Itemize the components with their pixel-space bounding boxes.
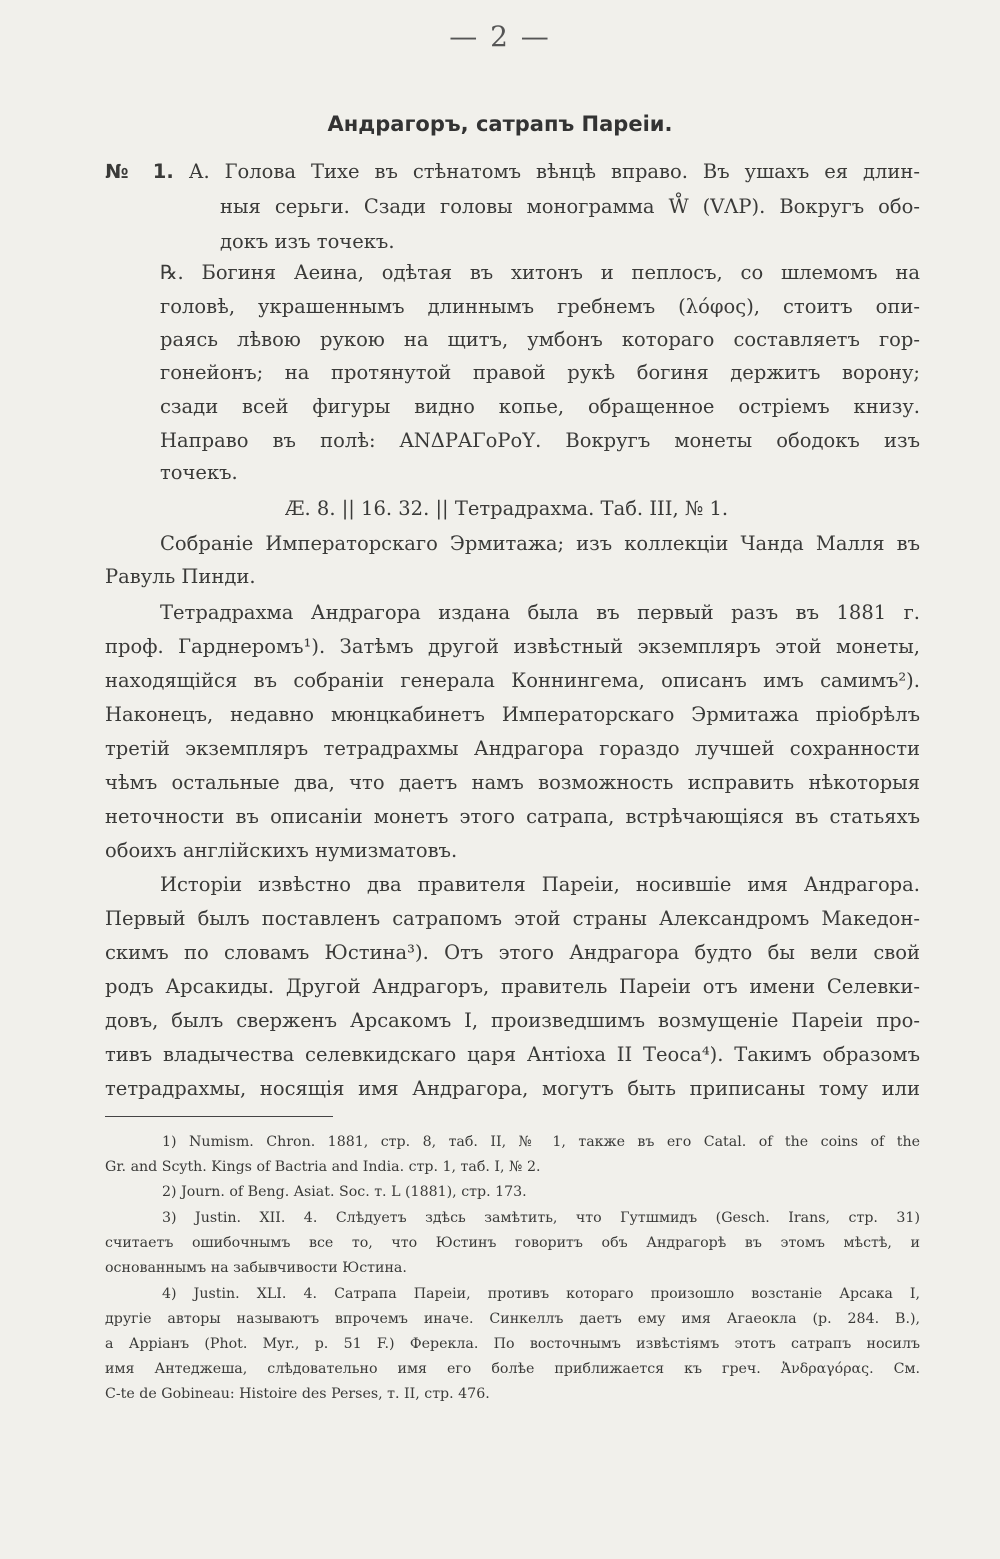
paragraph-line: Первый былъ поставленъ сатрапомъ этой страны Александромъ Македон-	[105, 907, 920, 930]
footnote-line: 4) Justin. XLI. 4. Сатрапа Пареіи, противъ котораго произошло возстаніе Арсака I,	[162, 1286, 920, 1302]
reverse-line: Направо въ полѣ: ΑΝΔΡΑΓοΡοΥ. Вокругъ монеты ободокъ изъ	[160, 429, 920, 452]
paragraph-line: Исторіи извѣстно два правителя Пареіи, носившіе имя Андрагора.	[160, 873, 920, 896]
paragraph-line: находящійся въ собраніи генерала Коннингема, описанъ имъ самимъ²).	[105, 669, 920, 692]
reverse-line: сзади всей фигуры видно копье, обращенное остріемъ книзу.	[160, 395, 920, 418]
paragraph-line: чѣмъ остальные два, что даетъ намъ возможность исправить нѣкоторыя	[105, 771, 920, 794]
footnote-line: Gr. and Scyth. Kings of Bactria and India. стр. 1, таб. I, № 2.	[105, 1159, 541, 1175]
reverse-line: головѣ, украшеннымъ длиннымъ гребнемъ (λόφος), стоитъ опи-	[160, 295, 920, 318]
footnote-separator	[105, 1116, 333, 1117]
paragraph-line: обоихъ англійскихъ нумизматовъ.	[105, 839, 458, 862]
paragraph-line: Собраніе Императорскаго Эрмитажа; изъ коллекціи Чанда Малля въ	[160, 532, 920, 555]
footnote-line: 2) Journ. of Beng. Asiat. Soc. т. L (1881), стр. 173.	[162, 1184, 527, 1200]
paragraph-line: проф. Гарднеромъ¹). Затѣмъ другой извѣстный экземпляръ этой монеты,	[105, 635, 920, 658]
footnote-line: основаннымъ на забывчивости Юстина.	[105, 1260, 407, 1276]
paragraph-line: третій экземпляръ тетрадрахмы Андрагора гораздо лучшей сохранности	[105, 737, 920, 760]
footnote-line: другіе авторы называютъ впрочемъ иначе. Синкеллъ даетъ ему имя Агаеокла (p. 284. B.),	[105, 1311, 920, 1327]
footnote-line: 1) Numism. Chron. 1881, стр. 8, таб. II, № 1, также въ его Catal. of the coins of the	[162, 1134, 920, 1150]
entry-line: № 1. А. Голова Тихе въ стѣнатомъ вѣнцѣ вправо. Въ ушахъ ея длин-	[105, 160, 920, 183]
section-title: Андрагоръ, сатрапъ Пареіи.	[327, 112, 673, 136]
paragraph-line: Тетрадрахма Андрагора издана была въ первый разъ въ 1881 г.	[160, 601, 920, 624]
reverse-line: точекъ.	[160, 461, 238, 484]
reverse-line: ℞. Богиня Аеина, одѣтая въ хитонъ и пеплосъ, со шлемомъ на	[160, 261, 920, 284]
obverse-line: ныя серьги. Сзади головы монограмма W̊ (VΛP). Вокругъ обо-	[220, 195, 920, 218]
paragraph-line: Равуль Пинди.	[105, 565, 256, 588]
reverse-line: раясь лѣвою рукою на щитъ, умбонъ котораго составляетъ гор-	[160, 328, 920, 351]
footnote-line: а Арріанъ (Phot. Myr., p. 51 F.) Ферекла. По восточнымъ извѣстіямъ этотъ сатрапъ носилъ	[105, 1336, 920, 1352]
footnote-line: считаетъ ошибочнымъ все то, что Юстинъ говоритъ объ Андрагорѣ въ этомъ мѣстѣ, и	[105, 1235, 920, 1251]
obverse-line: докъ изъ точекъ.	[220, 230, 395, 253]
paragraph-line: родъ Арсакиды. Другой Андрагоръ, правитель Пареіи отъ имени Селевки-	[105, 975, 920, 998]
page-number: — 2 —	[449, 20, 551, 53]
paragraph-line: тетрадрахмы, носящія имя Андрагора, могутъ быть приписаны тому или	[105, 1077, 920, 1100]
coin-metrics: Æ. 8. || 16. 32. || Тетрадрахма. Таб. III, № 1.	[285, 497, 729, 520]
footnote-line: 3) Justin. XII. 4. Слѣдуетъ здѣсь замѣтить, что Гутшмидъ (Gesch. Irans, стр. 31)	[162, 1210, 920, 1226]
reverse-line: гонейонъ; на протянутой правой рукѣ богиня держитъ ворону;	[160, 361, 920, 384]
paragraph-line: довъ, былъ сверженъ Арсакомъ I, произведшимъ возмущеніе Пареіи про-	[105, 1009, 920, 1032]
paragraph-line: тивъ владычества селевкидскаго царя Антіоха II Теоса⁴). Такимъ образомъ	[105, 1043, 920, 1066]
paragraph-line: Наконецъ, недавно мюнцкабинетъ Императорскаго Эрмитажа пріобрѣлъ	[105, 703, 920, 726]
footnote-line: имя Антеджеша, слѣдовательно имя его болѣе приближается къ греч. Ἀνδραγόρας. См.	[105, 1361, 920, 1377]
paragraph-line: неточности въ описаніи монетъ этого сатрапа, встрѣчающіяся въ статьяхъ	[105, 805, 920, 828]
entry-label: № 1.	[105, 160, 174, 183]
footnote-line: C-te de Gobineau: Histoire des Perses, т. II, стр. 476.	[105, 1386, 490, 1402]
paragraph-line: скимъ по словамъ Юстина³). Отъ этого Андрагора будто бы вели свой	[105, 941, 920, 964]
